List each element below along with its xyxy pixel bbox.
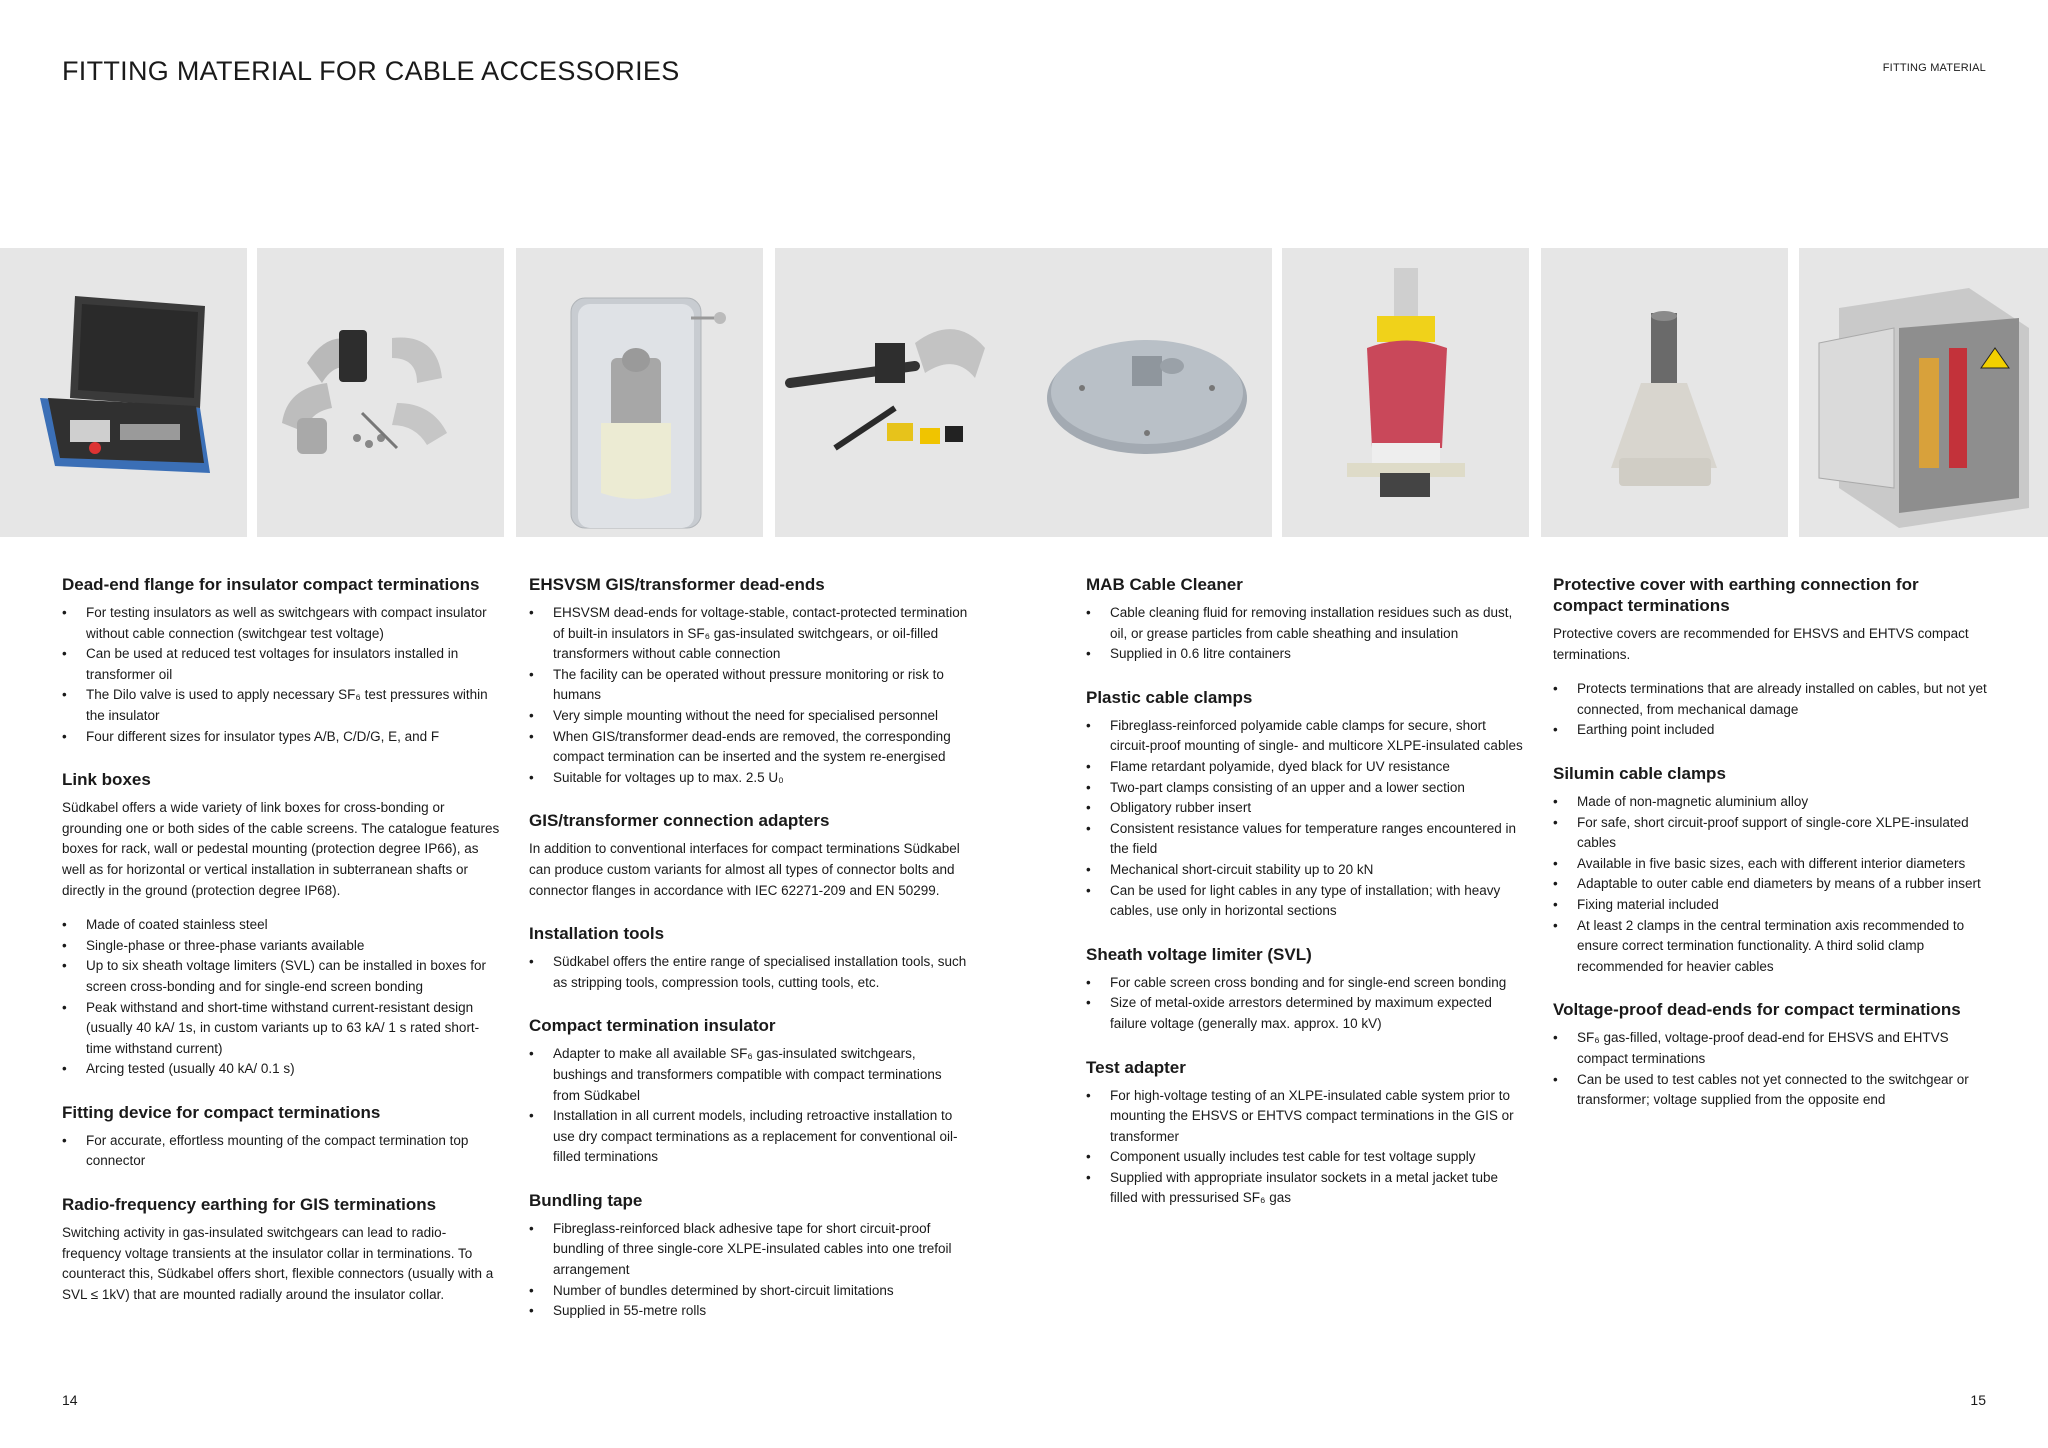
- section-plastic-clamps: [1086, 687, 1526, 922]
- flange-icon: [1022, 248, 1272, 537]
- list-item: • Four different sizes for insulator types A/B, C/D/G, E, and F: [62, 727, 502, 748]
- list-item: • Fibreglass-reinforced polyamide cable clamps for secure, short circuit-proof mounting of single- and multicore XLPE-insulated cables: [1086, 716, 1526, 757]
- section-ehsvsm-dead-ends: [529, 574, 969, 788]
- insulator-icon: [1282, 248, 1529, 537]
- section-compact-insulator: [529, 1015, 969, 1168]
- list-item: • The facility can be operated without pressure monitoring or risk to humans: [529, 665, 969, 706]
- list-item: • Consistent resistance values for temperature ranges encountered in the field: [1086, 819, 1526, 860]
- section-fitting-device: [62, 1102, 502, 1172]
- link-box-icon: [1799, 248, 2048, 537]
- section-heading: Silumin cable clamps: [1553, 763, 1726, 783]
- section-installation-tools: [529, 923, 969, 993]
- section-heading: Test adapter: [1086, 1057, 1186, 1077]
- section-heading: Dead-end flange for insulator compact terminations: [62, 575, 480, 594]
- tool-icon: [775, 248, 1022, 537]
- section-text: In addition to conventional interfaces for compact terminations Südkabel can produce custom variants for almost all types of connector bolts and connector flanges in accordance with IEC 62271-209 and EN 50299.: [529, 841, 960, 898]
- column-3: [1086, 574, 1526, 1231]
- list-item: • Made of coated stainless steel: [62, 915, 502, 936]
- list-item: • SF₆ gas-filled, voltage-proof dead-end for EHSVS and EHTVS compact terminations: [1553, 1028, 1993, 1069]
- list-item: • Size of metal-oxide arrestors determined by maximum expected failure voltage (generally max. approx. 10 kV): [1086, 993, 1526, 1034]
- section-tag: FITTING MATERIAL: [1882, 62, 1986, 74]
- equipment-case-icon: [0, 248, 247, 537]
- section-heading: Bundling tape: [529, 1190, 643, 1210]
- section-heading: MAB Cable Cleaner: [1086, 575, 1243, 594]
- list-item: • For testing insulators as well as switchgears with compact insulator without cable connection (switchgear test voltage): [62, 603, 502, 644]
- section-dead-end-flange: [62, 574, 502, 747]
- list-item: • Adaptable to outer cable end diameters by means of a rubber insert: [1553, 874, 1993, 895]
- list-item: • Single-phase or three-phase variants available: [62, 936, 502, 957]
- section-heading: Radio-frequency earthing for GIS terminations: [62, 1195, 437, 1215]
- list-item: • Protects terminations that are already installed on cables, but not yet connected, from mechanical damage: [1553, 679, 1993, 720]
- list-item: • Can be used for light cables in any type of installation; with heavy cables, use only in horizontal sections: [1086, 881, 1526, 922]
- list-item: • Fixing material included: [1553, 895, 1993, 916]
- column-2: [529, 574, 969, 1344]
- list-item: • Cable cleaning fluid for removing installation residues such as dust, oil, or grease particles from cable sheathing and insulation: [1086, 603, 1526, 644]
- section-heading: Link boxes: [62, 770, 151, 790]
- list-item: • Up to six sheath voltage limiters (SVL) can be installed in boxes for screen cross-bonding and for single-end screen bonding: [62, 956, 502, 997]
- list-item: • Two-part clamps consisting of an upper and a lower section: [1086, 778, 1526, 799]
- section-link-boxes: [62, 769, 502, 1080]
- page-number-right: 15: [1970, 1392, 1986, 1408]
- list-item: • At least 2 clamps in the central termination axis recommended to ensure correct termination functionality. A third solid clamp recommended for heavier cables: [1553, 916, 1993, 978]
- column-4: [1553, 574, 1993, 1133]
- section-heading: Compact termination insulator: [529, 1016, 776, 1036]
- list-item: • Can be used at reduced test voltages for insulators installed in transformer oil: [62, 644, 502, 685]
- list-item: • Arcing tested (usually 40 kA/ 0.1 s): [62, 1059, 502, 1080]
- list-item: • Flame retardant polyamide, dyed black for UV resistance: [1086, 757, 1526, 778]
- section-svl: [1086, 944, 1526, 1035]
- dead-end-icon: [516, 248, 763, 537]
- list-item: • EHSVSM dead-ends for voltage-stable, contact-protected termination of built-in insulators in SF₆ gas-insulated switchgears, or oil-filled transformers without cable connection: [529, 603, 969, 665]
- list-item: • Supplied in 55-metre rolls: [529, 1301, 969, 1322]
- list-item: • Peak withstand and short-time withstand current-resistant design (usually 40 kA/ 1s, in custom variants up to 63 kA/ 1 s rated short-time withstand current): [62, 998, 502, 1060]
- list-item: • When GIS/transformer dead-ends are removed, the corresponding compact termination can be inserted and the system re-energised: [529, 727, 969, 768]
- list-item: • For high-voltage testing of an XLPE-insulated cable system prior to mounting the EHSVS or EHTVS compact terminations in the GIS or transformer: [1086, 1086, 1526, 1148]
- section-heading: Sheath voltage limiter (SVL): [1086, 944, 1312, 964]
- list-item: • Available in five basic sizes, each with different interior diameters: [1553, 854, 1993, 875]
- list-item: • Südkabel offers the entire range of specialised installation tools, such as stripping tools, compression tools, cutting tools, etc.: [529, 952, 969, 993]
- section-heading: GIS/transformer connection adapters: [529, 811, 830, 831]
- cover-icon: [1541, 248, 1788, 537]
- section-heading: Plastic cable clamps: [1086, 687, 1253, 707]
- section-text: Protective covers are recommended for EHSVS and EHTVS compact terminations.: [1553, 626, 1969, 662]
- section-voltage-proof-dead-ends: [1553, 999, 1993, 1110]
- section-text: Switching activity in gas-insulated switchgears can lead to radio-frequency voltage transients at the insulator collar in terminations. To counteract this, Südkabel offers short, flexible connectors (usually with a SVL ≤ 1kV) that are mounted radially around the insulator collar.: [62, 1225, 494, 1302]
- clamp-icon: [257, 248, 504, 537]
- list-item: • For accurate, effortless mounting of the compact termination top connector: [62, 1131, 502, 1172]
- list-item: • For cable screen cross bonding and for single-end screen bonding: [1086, 973, 1526, 994]
- list-item: • For safe, short circuit-proof support of single-core XLPE-insulated cables: [1553, 813, 1993, 854]
- list-item: • Obligatory rubber insert: [1086, 798, 1526, 819]
- list-item: • Supplied in 0.6 litre containers: [1086, 644, 1526, 665]
- photo-strip: [0, 248, 2048, 537]
- page-title: FITTING MATERIAL FOR CABLE ACCESSORIES: [62, 56, 680, 86]
- list-item: • Can be used to test cables not yet connected to the switchgear or transformer; voltage supplied from the opposite end: [1553, 1070, 1993, 1111]
- list-item: • Made of non-magnetic aluminium alloy: [1553, 792, 1993, 813]
- list-item: • Earthing point included: [1553, 720, 1993, 741]
- section-connection-adapters: [529, 810, 969, 901]
- section-mab-cleaner: [1086, 574, 1526, 665]
- list-item: • Component usually includes test cable for test voltage supply: [1086, 1147, 1526, 1168]
- section-protective-cover: [1553, 574, 1993, 741]
- list-item: • Very simple mounting without the need for specialised personnel: [529, 706, 969, 727]
- list-item: • Supplied with appropriate insulator sockets in a metal jacket tube filled with pressurised SF₆ gas: [1086, 1168, 1526, 1209]
- column-1: [62, 574, 502, 1327]
- section-heading: Installation tools: [529, 924, 665, 944]
- list-item: • Adapter to make all available SF₆ gas-insulated switchgears, bushings and transformers compatible with compact terminations from Südkabel: [529, 1044, 969, 1106]
- section-text: Südkabel offers a wide variety of link boxes for cross-bonding or grounding one or both sides of the cable screens. The catalogue features boxes for rack, wall or pedestal mounting (protection degree IP66), as well as for horizontal or vertical installation in subterranean shafts or directly in the ground (protection degree IP68).: [62, 800, 500, 898]
- section-bundling-tape: [529, 1190, 969, 1322]
- list-item: • Installation in all current models, including retroactive installation to use dry compact terminations as a replacement for conventional oil-filled terminations: [529, 1106, 969, 1168]
- section-heading: Voltage-proof dead-ends for compact terminations: [1553, 1000, 1961, 1020]
- section-rf-earthing: [62, 1194, 502, 1305]
- section-silumin-clamps: [1553, 763, 1993, 977]
- section-heading: Fitting device for compact terminations: [62, 1102, 381, 1122]
- page-number-left: 14: [62, 1392, 78, 1408]
- section-heading: EHSVSM GIS/transformer dead-ends: [529, 575, 825, 594]
- list-item: • Fibreglass-reinforced black adhesive tape for short circuit-proof bundling of three single-core XLPE-insulated cables into one trefoil arrangement: [529, 1219, 969, 1281]
- section-test-adapter: [1086, 1057, 1526, 1210]
- list-item: • Mechanical short-circuit stability up to 20 kN: [1086, 860, 1526, 881]
- list-item: • The Dilo valve is used to apply necessary SF₆ test pressures within the insulator: [62, 685, 502, 726]
- list-item: • Suitable for voltages up to max. 2.5 U₀: [529, 768, 969, 789]
- section-heading: Protective cover with earthing connection for compact terminations: [1553, 575, 1919, 615]
- list-item: • Number of bundles determined by short-circuit limitations: [529, 1281, 969, 1302]
